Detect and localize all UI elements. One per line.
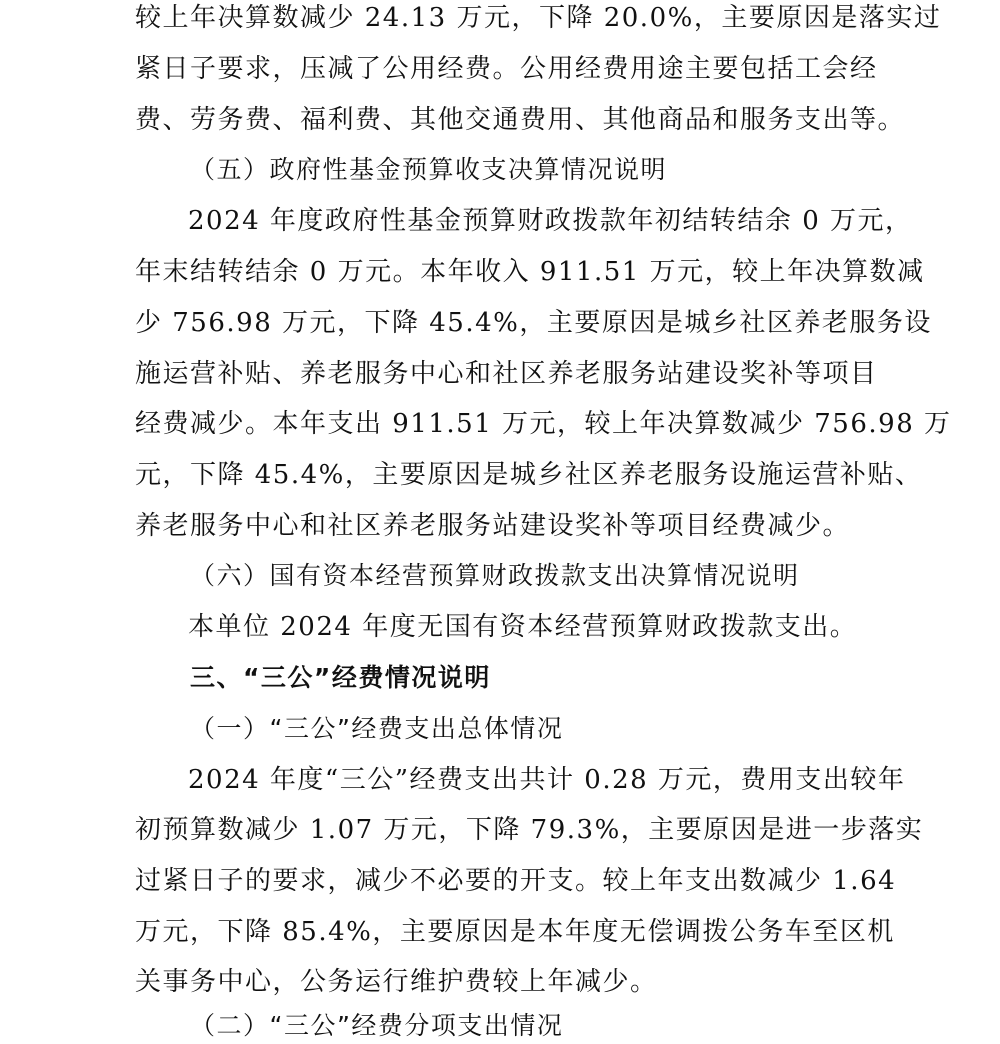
paragraph-line: 较上年决算数减少 24.13 万元，下降 20.0%，主要原因是落实过 <box>135 3 942 33</box>
paragraph-line: 万元，下降 85.4%，主要原因是本年度无偿调拨公务车至区机 <box>135 917 895 947</box>
paragraph-line: 经费减少。本年支出 911.51 万元，较上年决算数减少 756.98 万 <box>135 409 952 439</box>
paragraph-line: 养老服务中心和社区养老服务站建设奖补等项目经费减少。 <box>135 511 851 541</box>
section-heading: 三、“三公”经费情况说明 <box>190 663 491 692</box>
section-subheading: （一）“三公”经费支出总体情况 <box>190 714 564 743</box>
section-subheading: （五）政府性基金预算收支决算情况说明 <box>190 155 668 184</box>
paragraph-line: 紧日子要求，压减了公用经费。公用经费用途主要包括工会经 <box>135 54 878 84</box>
paragraph-line: 过紧日子的要求，减少不必要的开支。较上年支出数减少 1.64 <box>135 866 897 896</box>
paragraph-line: 少 756.98 万元，下降 45.4%，主要原因是城乡社区养老服务设 <box>135 308 932 338</box>
paragraph-line: 元，下降 45.4%，主要原因是城乡社区养老服务设施运营补贴、 <box>135 460 923 490</box>
paragraph-line: 费、劳务费、福利费、其他交通费用、其他商品和服务支出等。 <box>135 105 906 135</box>
section-subheading: （六）国有资本经营预算财政拨款支出决算情况说明 <box>190 561 800 590</box>
paragraph-line: 2024 年度“三公”经费支出共计 0.28 万元，费用支出较年 <box>188 765 906 795</box>
paragraph-line: 2024 年度政府性基金预算财政拨款年初结转结余 0 万元， <box>188 206 913 236</box>
paragraph-line: 关事务中心，公务运行维护费较上年减少。 <box>135 967 658 997</box>
section-subheading: （二）“三公”经费分项支出情况 <box>190 1011 564 1040</box>
paragraph-line: 年末结转结余 0 万元。本年收入 911.51 万元，较上年决算数减 <box>135 257 925 287</box>
paragraph-line: 本单位 2024 年度无国有资本经营预算财政拨款支出。 <box>188 612 858 642</box>
paragraph-line: 施运营补贴、养老服务中心和社区养老服务站建设奖补等项目 <box>135 359 878 389</box>
paragraph-line: 初预算数减少 1.07 万元，下降 79.3%，主要原因是进一步落实 <box>135 815 924 845</box>
